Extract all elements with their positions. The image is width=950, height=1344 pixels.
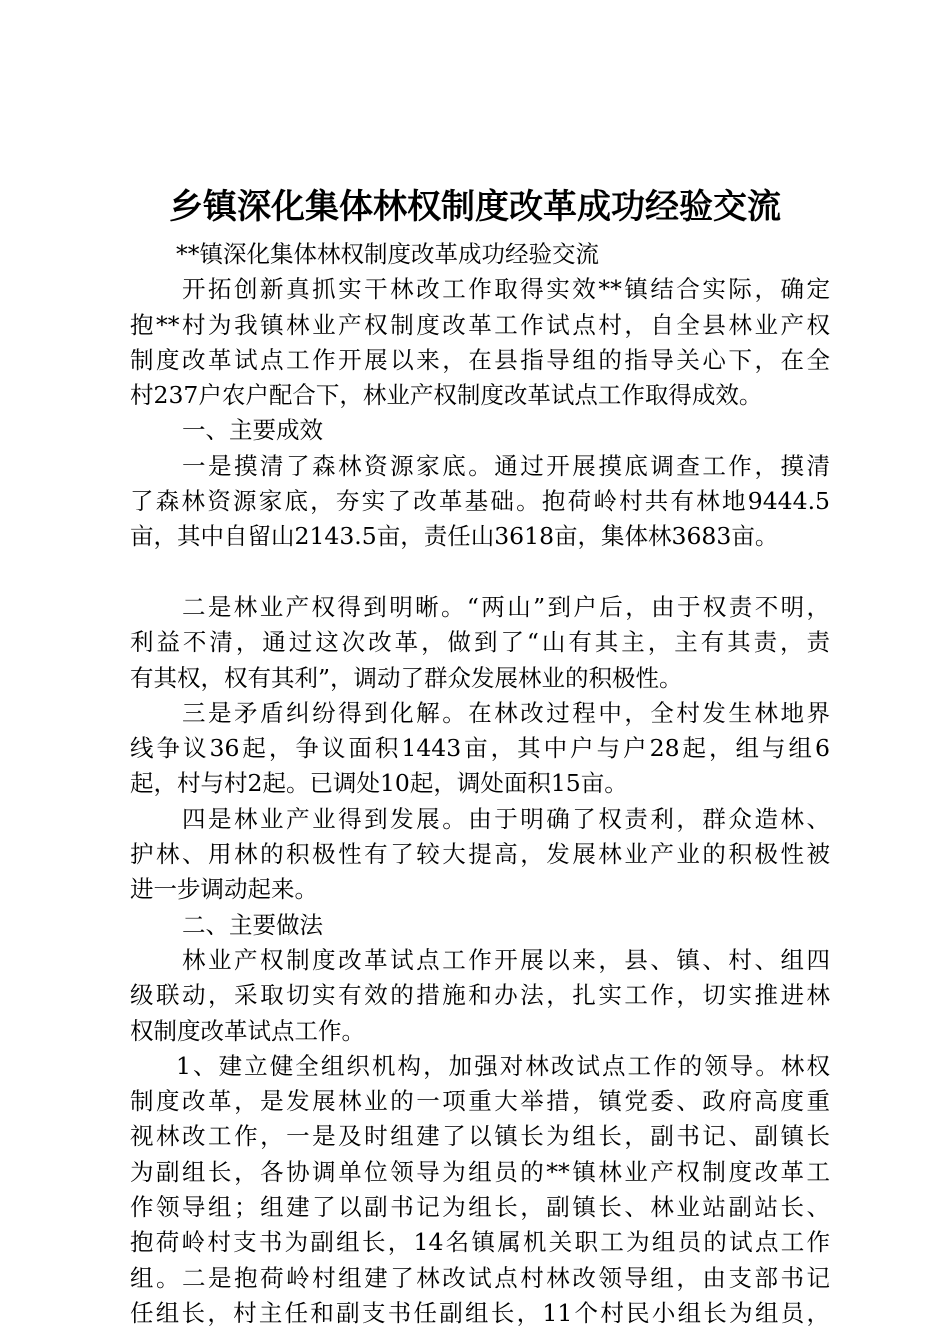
paragraph-line: 权制度改革试点工作。 [130,1016,365,1045]
paragraph-line: 四是林业产业得到发展。由于明确了权责利，群众造林、 [182,804,830,833]
paragraph-line: 二、主要做法 [182,910,323,939]
paragraph-line: 护林、用林的积极性有了较大提高，发展林业产业的积极性被 [130,840,830,869]
paragraph-line: 有其权，权有其利”，调动了群众发展林业的积极性。 [130,663,683,692]
paragraph-line: 视林改工作，一是及时组建了以镇长为组长，副书记、副镇长 [130,1122,830,1151]
paragraph-line: 任组长，村主任和副支书任副组长，11个村民小组长为组员， [130,1298,830,1327]
paragraph-line: 一是摸清了森林资源家底。通过开展摸底调查工作，摸清 [182,451,830,480]
paragraph-line: 制度改革试点工作开展以来，在县指导组的指导关心下，在全 [130,345,830,374]
paragraph-line: 组。二是抱荷岭村组建了林改试点村林改领导组，由支部书记 [130,1263,830,1292]
paragraph-line: 村237户农户配合下，林业产权制度改革试点工作取得成效。 [130,381,763,410]
paragraph-line: 二是林业产权得到明晰。“两山”到户后，由于权责不明， [182,592,830,621]
paragraph-line: 利益不清，通过这次改革，做到了“山有其主，主有其责，责 [130,628,830,657]
paragraph-line: **镇深化集体林权制度改革成功经验交流 [176,240,599,268]
paragraph-line: 三是矛盾纠纷得到化解。在林改过程中，全村发生林地界 [182,698,830,727]
blank-line [130,555,830,590]
paragraph-line: 抱荷岭村支书为副组长，14名镇属机关职工为组员的试点工作 [130,1228,830,1257]
paragraph-line: 亩，其中自留山2143.5亩，责任山3618亩，集体林3683亩。 [130,522,779,551]
paragraph-line: 制度改革，是发展林业的一项重大举措，镇党委、政府高度重 [130,1087,830,1116]
paragraph-line: 进一步调动起来。 [130,875,318,904]
paragraph-line: 1、建立健全组织机构，加强对林改试点工作的领导。林权 [176,1051,830,1080]
paragraph-line: 开拓创新真抓实干林改工作取得实效**镇结合实际，确定 [182,275,830,304]
paragraph-line: 一、主要成效 [182,416,323,445]
paragraph-line: 为副组长，各协调单位领导为组员的**镇林业产权制度改革工 [130,1157,830,1186]
paragraph-line: 线争议36起，争议面积1443亩，其中户与户28起，组与组6 [130,734,830,763]
paragraph-line: 作领导组；组建了以副书记为组长，副镇长、林业站副站长、 [130,1193,830,1222]
paragraph-line: 起，村与村2起。已调处10起，调处面积15亩。 [130,769,628,798]
document-body [130,237,830,1331]
paragraph-line: 了森林资源家底，夯实了改革基础。抱荷岭村共有林地9444.5 [130,487,830,516]
document-title: 乡镇深化集体林权制度改革成功经验交流 [169,187,781,227]
paragraph-line: 林业产权制度改革试点工作开展以来，县、镇、村、组四 [182,945,830,974]
paragraph-line: 抱**村为我镇林业产权制度改革工作试点村，自全县林业产权 [130,310,830,339]
paragraph-line: 级联动，采取切实有效的措施和办法，扎实工作，切实推进林 [130,981,830,1010]
